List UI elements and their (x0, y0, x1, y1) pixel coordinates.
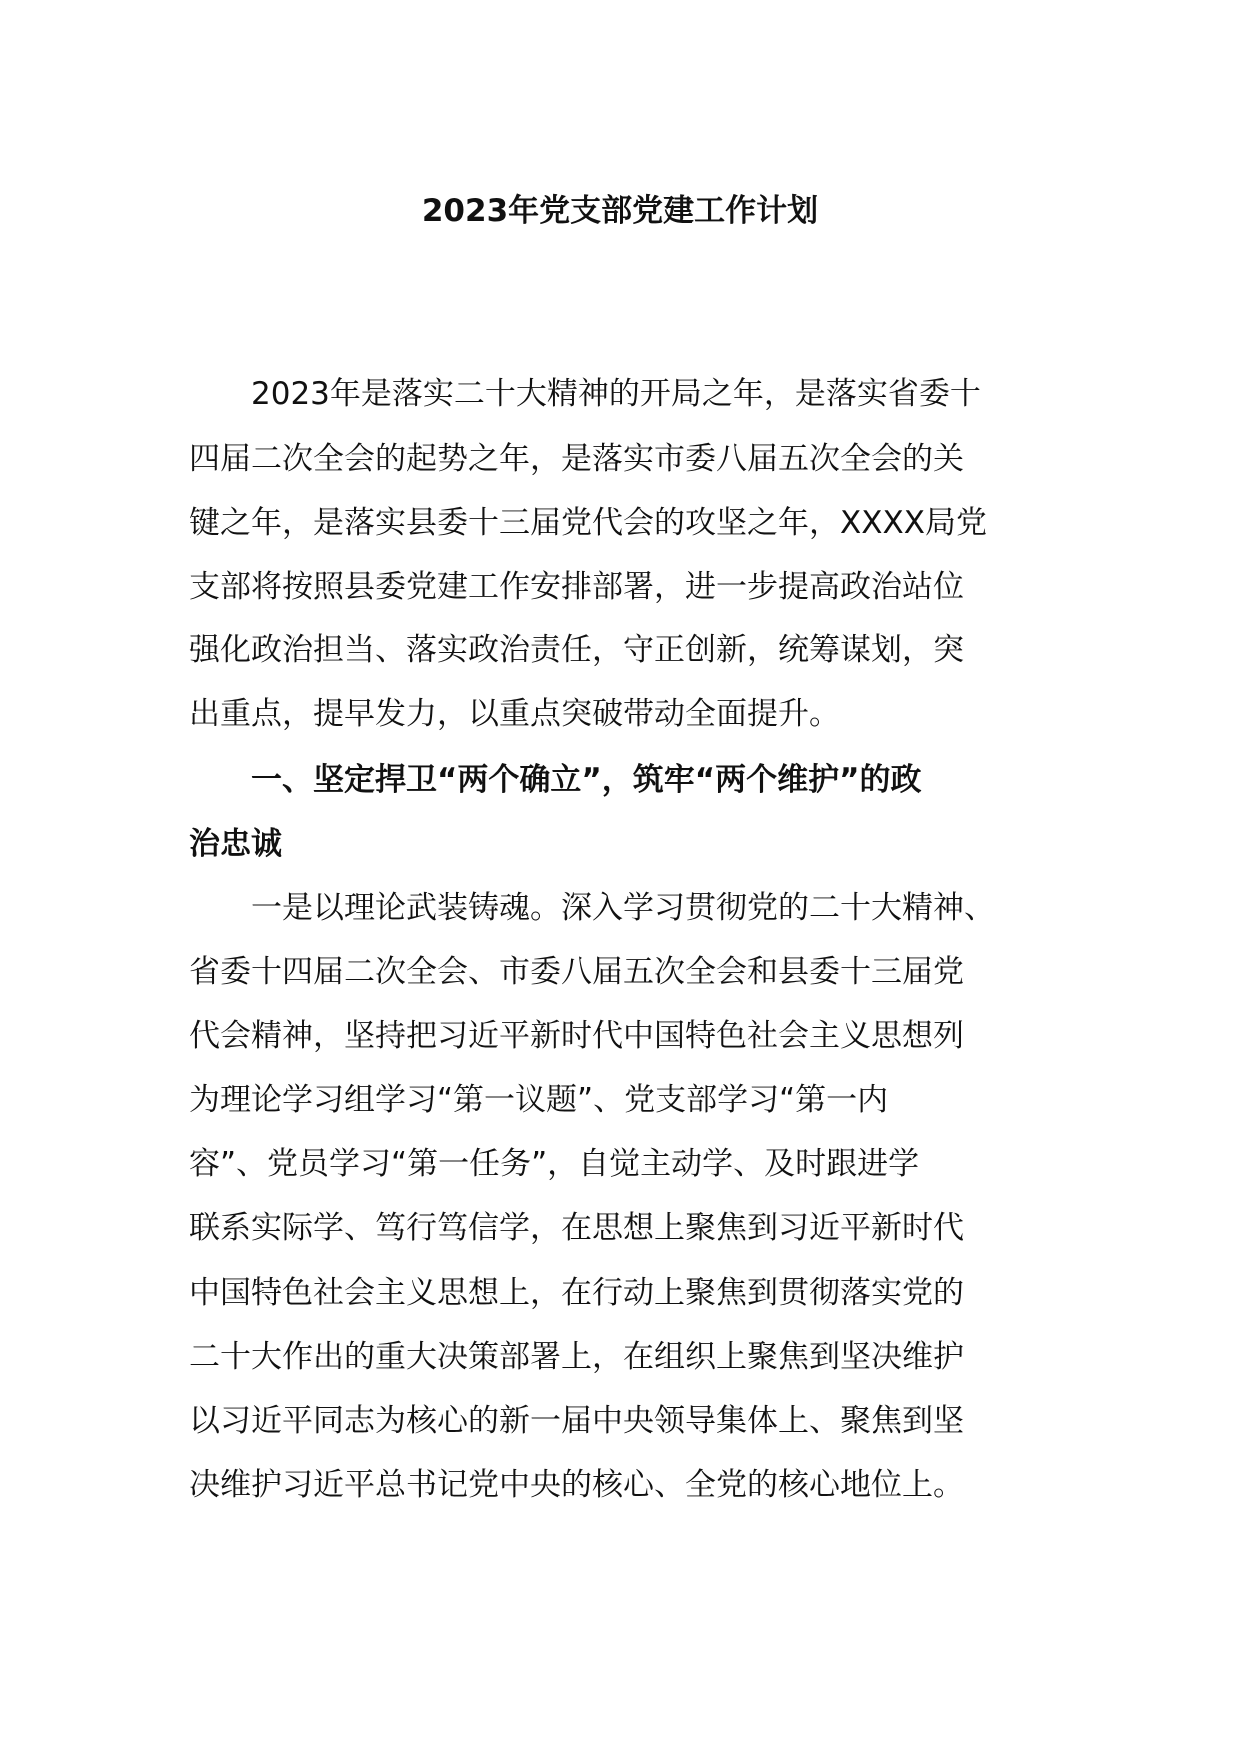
paragraph-line: 一是以理论武装铸魂。深入学习贯彻党的二十大精神、 (189, 890, 995, 926)
paragraph-line: 省委十四届二次全会、市委八届五次全会和县委十三届党 (189, 954, 964, 990)
paragraph-line: 二十大作出的重大决策部署上，在组织上聚焦到坚决维护 (189, 1339, 964, 1375)
paragraph-line: 中国特色社会主义思想上，在行动上聚焦到贯彻落实党的 (189, 1275, 964, 1311)
document-title: 2023年党支部党建工作计划 (421, 193, 819, 229)
paragraph-line: 以习近平同志为核心的新一届中央领导集体上、聚焦到坚 (189, 1403, 964, 1439)
section-heading-line: 一、坚定捍卫“两个确立”，筑牢“两个维护”的政 (189, 762, 922, 798)
paragraph-line: 代会精神，坚持把习近平新时代中国特色社会主义思想列 (189, 1018, 964, 1054)
paragraph-line: 四届二次全会的起势之年，是落实市委八届五次全会的关 (189, 441, 964, 477)
paragraph-line: 容”、党员学习“第一任务”，自觉主动学、及时跟进学 (189, 1146, 920, 1182)
paragraph-line: 决维护习近平总书记党中央的核心、全党的核心地位上。 (189, 1467, 964, 1503)
paragraph-line: 为理论学习组学习“第一议题”、党支部学习“第一内 (189, 1082, 889, 1118)
section-heading-line: 治忠诚 (189, 826, 282, 862)
paragraph-line: 2023年是落实二十大精神的开局之年，是落实省委十 (189, 376, 981, 412)
paragraph-line: 键之年，是落实县委十三届党代会的攻坚之年，XXXX局党 (189, 505, 987, 541)
paragraph-line: 联系实际学、笃行笃信学，在思想上聚焦到习近平新时代 (189, 1210, 964, 1246)
paragraph-line: 出重点，提早发力，以重点突破带动全面提升。 (189, 696, 840, 732)
paragraph-line: 支部将按照县委党建工作安排部署，进一步提高政治站位 (189, 569, 964, 605)
paragraph-line: 强化政治担当、落实政治责任，守正创新，统筹谋划，突 (189, 632, 964, 668)
